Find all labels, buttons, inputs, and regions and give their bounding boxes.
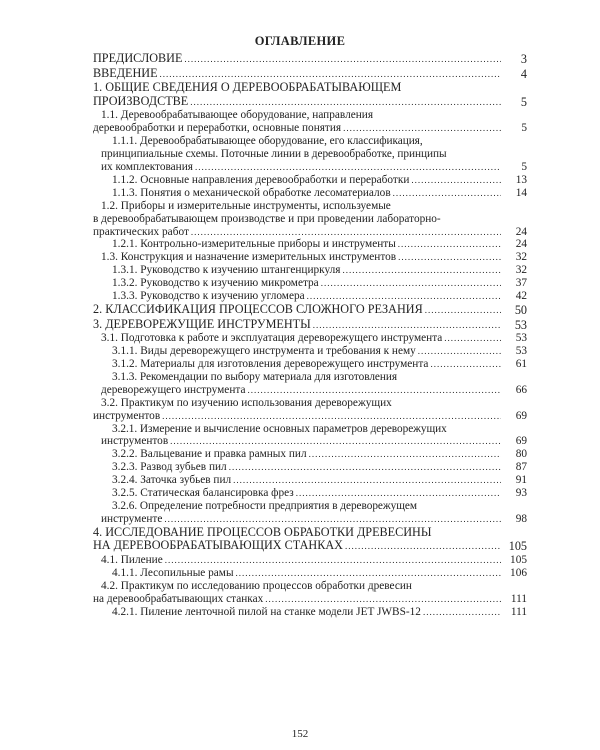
toc-entry-text: в деревообрабатывающем производстве и при проведении лабораторно- [93,212,441,225]
toc-entry-text: 3.1. Подготовка к работе и эксплуатация дереворежущего инструмента [101,332,443,345]
toc-entry [93,580,527,606]
toc-entry-text: деревообработки и переработки, основные понятия [93,122,342,135]
page-number: 152 [291,728,309,740]
toc-entry-text: 1.1.2. Основные направления деревообработки и переработки [112,173,410,186]
toc-page-number: 93 [515,487,527,500]
dot-leader [343,122,501,135]
toc-entry-text: 1.1.1. Деревообрабатывающее оборудование, его классификация, [112,135,423,148]
toc-entry [93,277,527,290]
toc-page-number: 5 [520,94,527,109]
toc-entry-text: инструментов [93,409,161,422]
toc-page-number: 3 [520,52,527,66]
toc-entry [93,500,527,526]
toc-page-number: 105 [508,539,527,554]
toc-entry-text: 3.2.3. Развод зубьев пил [112,461,227,474]
toc-entry [93,461,527,474]
toc-entry [93,52,527,67]
dot-leader [170,435,501,448]
dot-leader [162,410,501,423]
dot-leader [444,332,501,345]
toc-entry-text: 1.3. Конструкция и назначение измерительных инструментов [101,251,397,264]
table-of-contents [93,52,527,618]
dot-leader [313,318,501,333]
toc-page-number: 24 [515,238,527,251]
toc-entry [93,318,527,333]
toc-entry-text: практических работ [93,225,189,238]
toc-entry-text: 1.3.1. Руководство к изучению штангенциркуля [112,264,341,277]
toc-entry [93,526,527,554]
toc-entry-text: 4. ИССЛЕДОВАНИЕ ПРОЦЕССОВ ОБРАБОТКИ ДРЕВЕСИНЫ [93,524,432,539]
toc-entry-text: 4.2. Практикум по исследованию процессов обработки древесин [101,579,412,592]
dot-leader [296,487,501,500]
dot-leader [247,384,501,397]
dot-leader [342,264,501,277]
toc-page-number: 5 [521,161,527,173]
dot-leader [398,238,501,251]
toc-entry [93,554,527,567]
toc-entry-text: 2. КЛАССИФИКАЦИЯ ПРОЦЕССОВ СЛОЖНОГО РЕЗАНИЯ [93,301,423,316]
toc-entry-text: 3.2.2. Вальцевание и правка рамных пил [112,448,307,461]
toc-entry [93,187,527,200]
toc-entry-text: инструментов [101,435,169,448]
toc-entry [93,135,527,174]
dot-leader [393,187,501,200]
toc-page-number: 69 [515,435,527,448]
toc-entry [93,251,527,264]
toc-page-number: 13 [515,173,527,186]
toc-page-number: 91 [515,474,527,487]
toc-entry-text: их комплектования [101,161,193,173]
dot-leader [411,174,501,187]
toc-page-number: 24 [515,225,527,238]
toc-entry [93,264,527,277]
dot-leader [345,539,501,554]
toc-page-number: 105 [510,553,527,566]
toc-page-number: 5 [521,122,527,135]
toc-page-number: 53 [515,332,527,345]
toc-entry [93,303,527,318]
toc-page-number: 50 [514,302,527,317]
toc-page-number: 69 [515,409,527,422]
toc-entry-text: 1.1. Деревообрабатывающее оборудование, направления [101,109,374,122]
dot-leader [430,358,501,371]
toc-page-number: 53 [514,317,527,332]
toc-page-number: 106 [510,566,527,579]
toc-entry [93,332,527,345]
toc-page-number: 14 [515,186,527,199]
page-title: ОГЛАВЛЕНИЕ [254,34,346,48]
dot-leader [398,251,501,264]
toc-page-number: 53 [515,345,527,358]
toc-page-number: 61 [515,357,527,370]
dot-leader [165,554,501,567]
toc-entry-text: 3.1.2. Материалы для изготовления дереворежущего инструмента [112,357,429,370]
toc-entry-text: 4.1.1. Лесопильные рамы [112,566,234,579]
toc-page-number: 111 [510,592,527,605]
toc-entry-text: 3.2.5. Статическая балансировка фрез [112,487,294,500]
dot-leader [309,448,501,461]
toc-entry [93,397,527,423]
toc-entry-text: на деревообрабатывающих станках [93,592,264,605]
dot-leader [191,226,501,239]
toc-page-number: 80 [515,448,527,461]
toc-entry [93,423,527,449]
dot-leader [265,593,501,606]
toc-entry [93,371,527,397]
dot-leader [229,461,501,474]
toc-entry-text: 1.3.3. Руководство к изучению угломера [112,290,305,303]
toc-entry [93,238,527,251]
toc-page-number: 87 [515,461,527,474]
toc-entry [93,81,527,109]
toc-entry-text: ПРЕДИСЛОВИЕ [93,51,183,65]
toc-page-number: 32 [515,264,527,277]
toc-entry-text: ВВЕДЕНИЕ [93,65,158,80]
dot-leader [418,345,501,358]
toc-entry-text: 3.1.3. Рекомендации по выбору материала для изготовления [112,370,398,383]
dot-leader [233,474,501,487]
toc-entry-text: 4.2.1. Пиление ленточной пилой на станке модели JET JWBS-12 [112,605,421,618]
toc-entry [93,358,527,371]
dot-leader [425,303,501,318]
toc-entry [93,200,527,239]
toc-entry-text: 3.2.6. Определение потребности предприятия в дереворежущем [112,499,417,512]
toc-page-number: 42 [515,290,527,303]
toc-entry-text: 3.2.1. Измерение и вычисление основных параметров дереворежущих [112,422,447,435]
toc-entry-text: 1.2. Приборы и измерительные инструменты, используемые [101,199,391,212]
toc-page-number: 66 [515,383,527,396]
dot-leader [321,277,501,290]
toc-entry-text: 3.1.1. Виды дереворежущего инструмента и требования к нему [112,345,416,358]
dot-leader [190,95,501,110]
toc-page-number: 37 [515,277,527,290]
toc-entry-text: ПРОИЗВОДСТВЕ [93,93,189,108]
toc-page-number: 98 [515,512,527,525]
toc-entry [93,448,527,461]
toc-entry-text: 3.2.4. Заточка зубьев пил [112,474,232,487]
dot-leader [236,567,501,580]
toc-entry-text: дереворежущего инструмента [101,383,246,396]
toc-entry [93,345,527,358]
toc-entry [93,67,527,82]
toc-entry [93,567,527,580]
toc-entry [93,606,527,619]
toc-page-number: 4 [520,66,527,81]
dot-leader [195,161,501,174]
toc-entry-text: 4.1. Пиление [101,553,163,566]
toc-entry-text: 3.2. Практикум по изучению использования дереворежущих [101,396,392,409]
dot-leader [184,52,501,67]
toc-page-number: 32 [515,251,527,264]
toc-entry-text: НА ДЕРЕВООБРАБАТЫВАЮЩИХ СТАНКАХ [93,538,343,553]
toc-entry-text: 3. ДЕРЕВОРЕЖУЩИЕ ИНСТРУМЕНТЫ [93,316,311,331]
toc-entry-text: 1.2.1. Контрольно-измерительные приборы и инструменты [112,238,396,251]
toc-entry-text: принципиальные схемы. Поточные линии в деревообработке, принципы [101,148,447,161]
toc-entry [93,109,527,135]
dot-leader [160,67,501,82]
toc-entry [93,174,527,187]
toc-entry-text: 1. ОБЩИЕ СВЕДЕНИЯ О ДЕРЕВООБРАБАТЫВАЮЩЕМ [93,80,402,95]
toc-entry [93,487,527,500]
toc-entry-text: инструменте [101,512,163,525]
toc-entry-text: 1.1.3. Понятия о механической обработке лесоматериалов [112,186,391,199]
toc-entry [93,474,527,487]
toc-page-number: 111 [510,605,527,618]
dot-leader [423,606,501,619]
toc-entry-text: 1.3.2. Руководство к изучению микрометра [112,277,319,290]
